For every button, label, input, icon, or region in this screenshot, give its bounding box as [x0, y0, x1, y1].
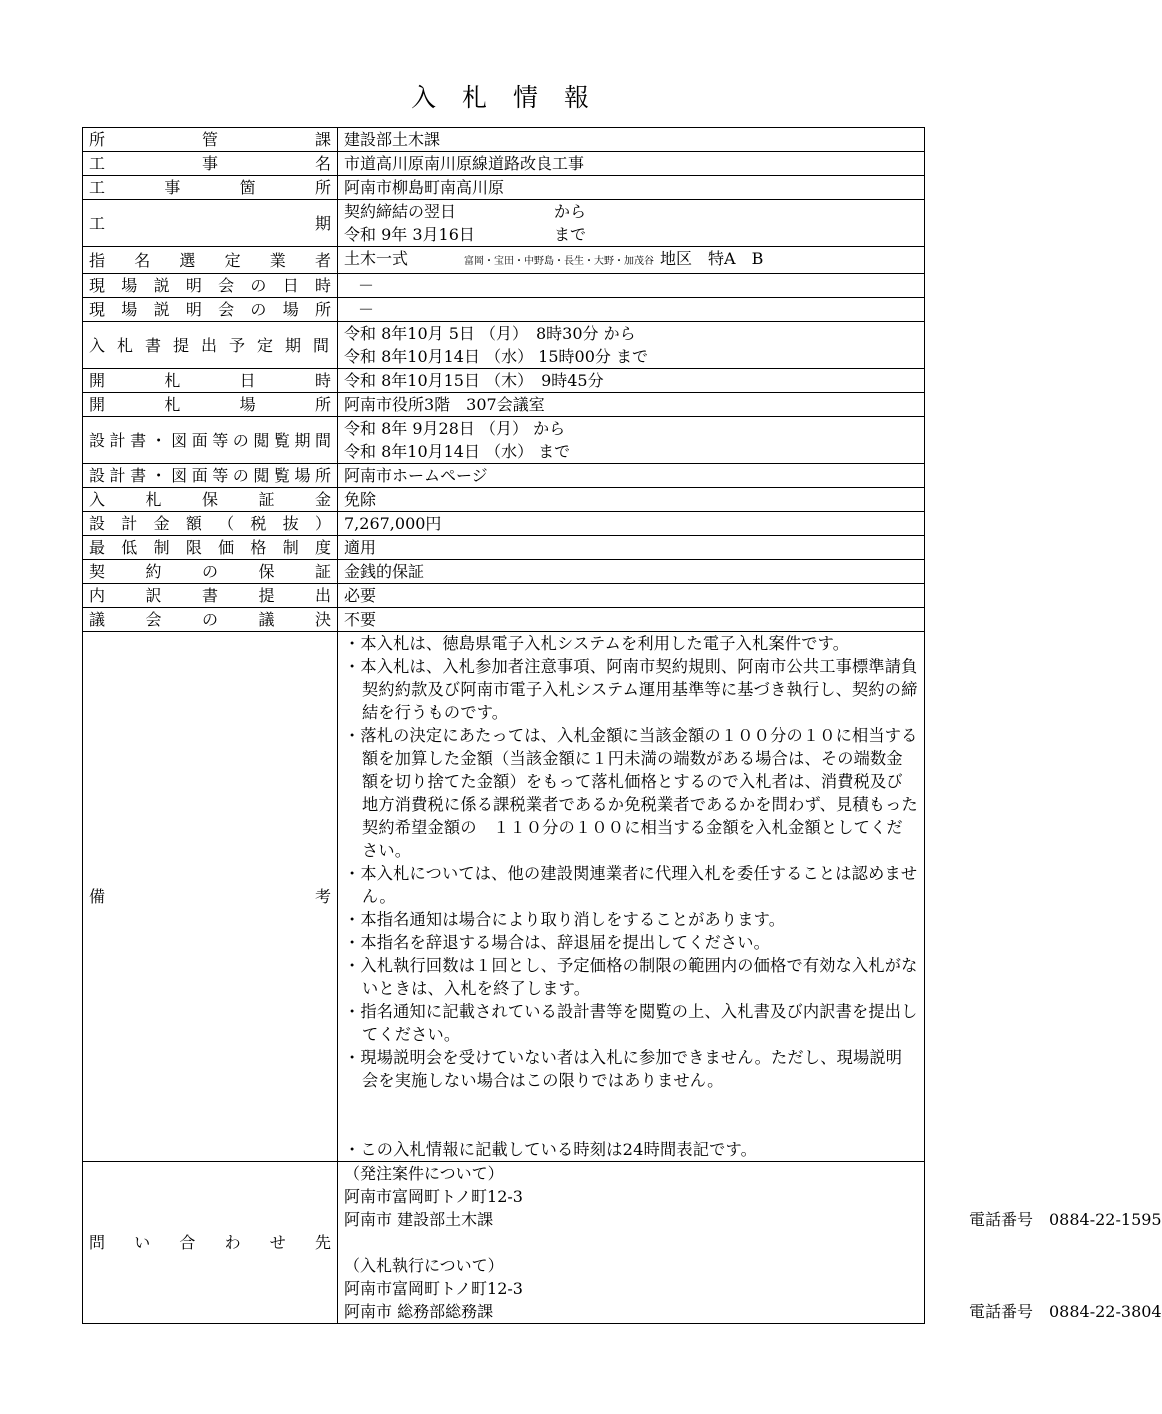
contact-order — [344, 1162, 1162, 1231]
viewing-period-line1: 令和 8年 9月28日 （月） から — [344, 419, 566, 438]
period-start-line — [344, 200, 918, 223]
value-contract-guarantee: 金銭的保証 — [338, 560, 925, 584]
row-work-name — [83, 152, 925, 176]
row-viewing-place — [83, 464, 925, 488]
period-end: 令和 9年 3月16日 — [344, 225, 475, 244]
bid-info-table — [82, 127, 1162, 1324]
label-remarks: 備考 — [83, 632, 338, 1162]
row-contractor — [83, 247, 925, 274]
label-briefing-place: 現場説明会の場所 — [83, 298, 338, 322]
label-bid-bond: 入札保証金 — [83, 488, 338, 512]
value-breakdown: 必要 — [338, 584, 925, 608]
row-location — [83, 176, 925, 200]
row-viewing-period — [83, 417, 925, 464]
value-opening-date: 令和 8年10月15日 （木） 9時45分 — [338, 369, 925, 393]
contractor-area-label: 地区 — [660, 249, 693, 268]
contact-order-address: 阿南市富岡町トノ町12-3 — [344, 1187, 523, 1206]
contact-spacer — [344, 1231, 918, 1254]
row-opening-date — [83, 369, 925, 393]
label-briefing-date: 現場説明会の日時 — [83, 274, 338, 298]
value-council: 不要 — [338, 608, 925, 632]
row-bid-bond — [83, 488, 925, 512]
contact-bid-line — [344, 1300, 1162, 1323]
remark-footnote: ・この入札情報に記載している時刻は24時間表記です。 — [344, 1140, 758, 1159]
contact-bid-tel: 電話番号 0884-22-3804 — [969, 1302, 1162, 1321]
remark-item: ・現場説明会を受けていない者は入札に参加できません。ただし、現場説明会を実施しない場合はこの限りではありません。 — [344, 1048, 903, 1090]
contact-bid-dept: 阿南市 総務部総務課 — [344, 1302, 494, 1321]
row-council — [83, 608, 925, 632]
contractor-areas: 富岡・宝田・中野島・長生・大野・加茂谷 — [464, 256, 655, 267]
label-period: 工期 — [83, 200, 338, 247]
row-period — [83, 200, 925, 247]
period-start-suffix: から — [554, 202, 587, 221]
label-submission: 入札書提出予定期間 — [83, 322, 338, 369]
label-dept: 所管課 — [83, 128, 338, 152]
row-submission — [83, 322, 925, 369]
submission-line1: 令和 8年10月 5日 （月） 8時30分 から — [344, 324, 636, 343]
contractor-grade: 特A B — [708, 249, 764, 268]
row-design-amount — [83, 512, 925, 536]
row-breakdown — [83, 584, 925, 608]
row-opening-place — [83, 393, 925, 417]
period-end-line — [344, 223, 918, 246]
label-breakdown: 内訳書提出 — [83, 584, 338, 608]
contact-order-dept: 阿南市 建設部土木課 — [344, 1210, 494, 1229]
label-work-name: 工事名 — [83, 152, 338, 176]
row-contact — [83, 1162, 925, 1324]
contact-order-heading: （発注案件について） — [344, 1164, 504, 1183]
value-min-price: 適用 — [338, 536, 925, 560]
submission-line2: 令和 8年10月14日 （水） 15時00分 まで — [344, 347, 648, 366]
value-opening-place: 阿南市役所3階 307会議室 — [338, 393, 925, 417]
row-briefing-date — [83, 274, 925, 298]
remark-item: ・落札の決定にあたっては、入札金額に当該金額の１００分の１０に相当する額を加算した金額（当該金額に１円未満の端数がある場合は、その端数金額を切り捨てた金額）をもって落札価格とするので入札者は、消費税及び地方消費税に係る課税業者であるか免税業者であるかを問わず、見積もった契約希望金額の １１０分の１００に相当する金額を入札金額としてください。 — [344, 726, 918, 860]
label-contract-guarantee: 契約の保証 — [83, 560, 338, 584]
value-dept: 建設部土木課 — [338, 128, 925, 152]
value-period — [338, 200, 925, 247]
contact-bid-heading: （入札執行について） — [344, 1256, 504, 1275]
value-briefing-place: － — [338, 298, 925, 322]
label-viewing-place: 設計書・図面等の閲覧場所 — [83, 464, 338, 488]
value-viewing-period — [338, 417, 925, 464]
label-contact: 問い合わせ先 — [83, 1162, 338, 1324]
contact-order-line — [344, 1208, 1162, 1231]
remark-item: ・本指名を辞退する場合は、辞退届を提出してください。 — [344, 933, 771, 952]
row-min-price — [83, 536, 925, 560]
label-opening-date: 開札日時 — [83, 369, 338, 393]
period-end-suffix: まで — [554, 225, 587, 244]
page-title: 入札情報 — [410, 83, 615, 112]
contact-bid-address: 阿南市富岡町トノ町12-3 — [344, 1279, 523, 1298]
remark-item: ・本入札は、徳島県電子入札システムを利用した電子入札案件です。 — [344, 634, 850, 653]
row-briefing-place — [83, 298, 925, 322]
contact-bid — [344, 1254, 1162, 1323]
label-design-amount: 設計金額（税抜） — [83, 512, 338, 536]
remark-item: ・入札執行回数は１回とし、予定価格の制限の範囲内の価格で有効な入札がないときは、入札を終了します。 — [344, 956, 918, 998]
remark-item: ・本指名通知は場合により取り消しをすることがあります。 — [344, 910, 786, 929]
remarks-content — [338, 632, 925, 1162]
value-design-amount: 7,267,000円 — [338, 512, 925, 536]
contact-content — [338, 1162, 1162, 1324]
contractor-type: 土木一式 — [344, 249, 409, 268]
label-min-price: 最低制限価格制度 — [83, 536, 338, 560]
contact-order-tel: 電話番号 0884-22-1595 — [969, 1210, 1162, 1229]
value-contractor — [338, 247, 925, 274]
remarks-spacer — [344, 1092, 918, 1138]
label-viewing-period: 設計書・図面等の閲覧期間 — [83, 417, 338, 464]
value-briefing-date: － — [338, 274, 925, 298]
value-submission — [338, 322, 925, 369]
remark-item: ・本入札については、他の建設関連業者に代理入札を委任することは認めません。 — [344, 864, 918, 906]
label-contractor: 指名選定業者 — [83, 247, 338, 274]
label-opening-place: 開札場所 — [83, 393, 338, 417]
period-start: 契約締結の翌日 — [344, 202, 457, 221]
label-location: 工事箇所 — [83, 176, 338, 200]
value-bid-bond: 免除 — [338, 488, 925, 512]
value-location: 阿南市柳島町南高川原 — [338, 176, 925, 200]
row-remarks — [83, 632, 925, 1162]
viewing-period-line2: 令和 8年10月14日 （水） まで — [344, 442, 571, 461]
value-viewing-place: 阿南市ホームページ — [338, 464, 925, 488]
row-dept — [83, 128, 925, 152]
label-council: 議会の議決 — [83, 608, 338, 632]
remark-item: ・本入札は、入札参加者注意事項、阿南市契約規則、阿南市公共工事標準請負契約約款及び阿南市電子入札システム運用基準等に基づき執行し、契約の締結を行うものです。 — [344, 657, 918, 722]
remark-item: ・指名通知に記載されている設計書等を閲覧の上、入札書及び内訳書を提出してください。 — [344, 1002, 918, 1044]
value-work-name: 市道高川原南川原線道路改良工事 — [338, 152, 925, 176]
row-contract-guarantee — [83, 560, 925, 584]
